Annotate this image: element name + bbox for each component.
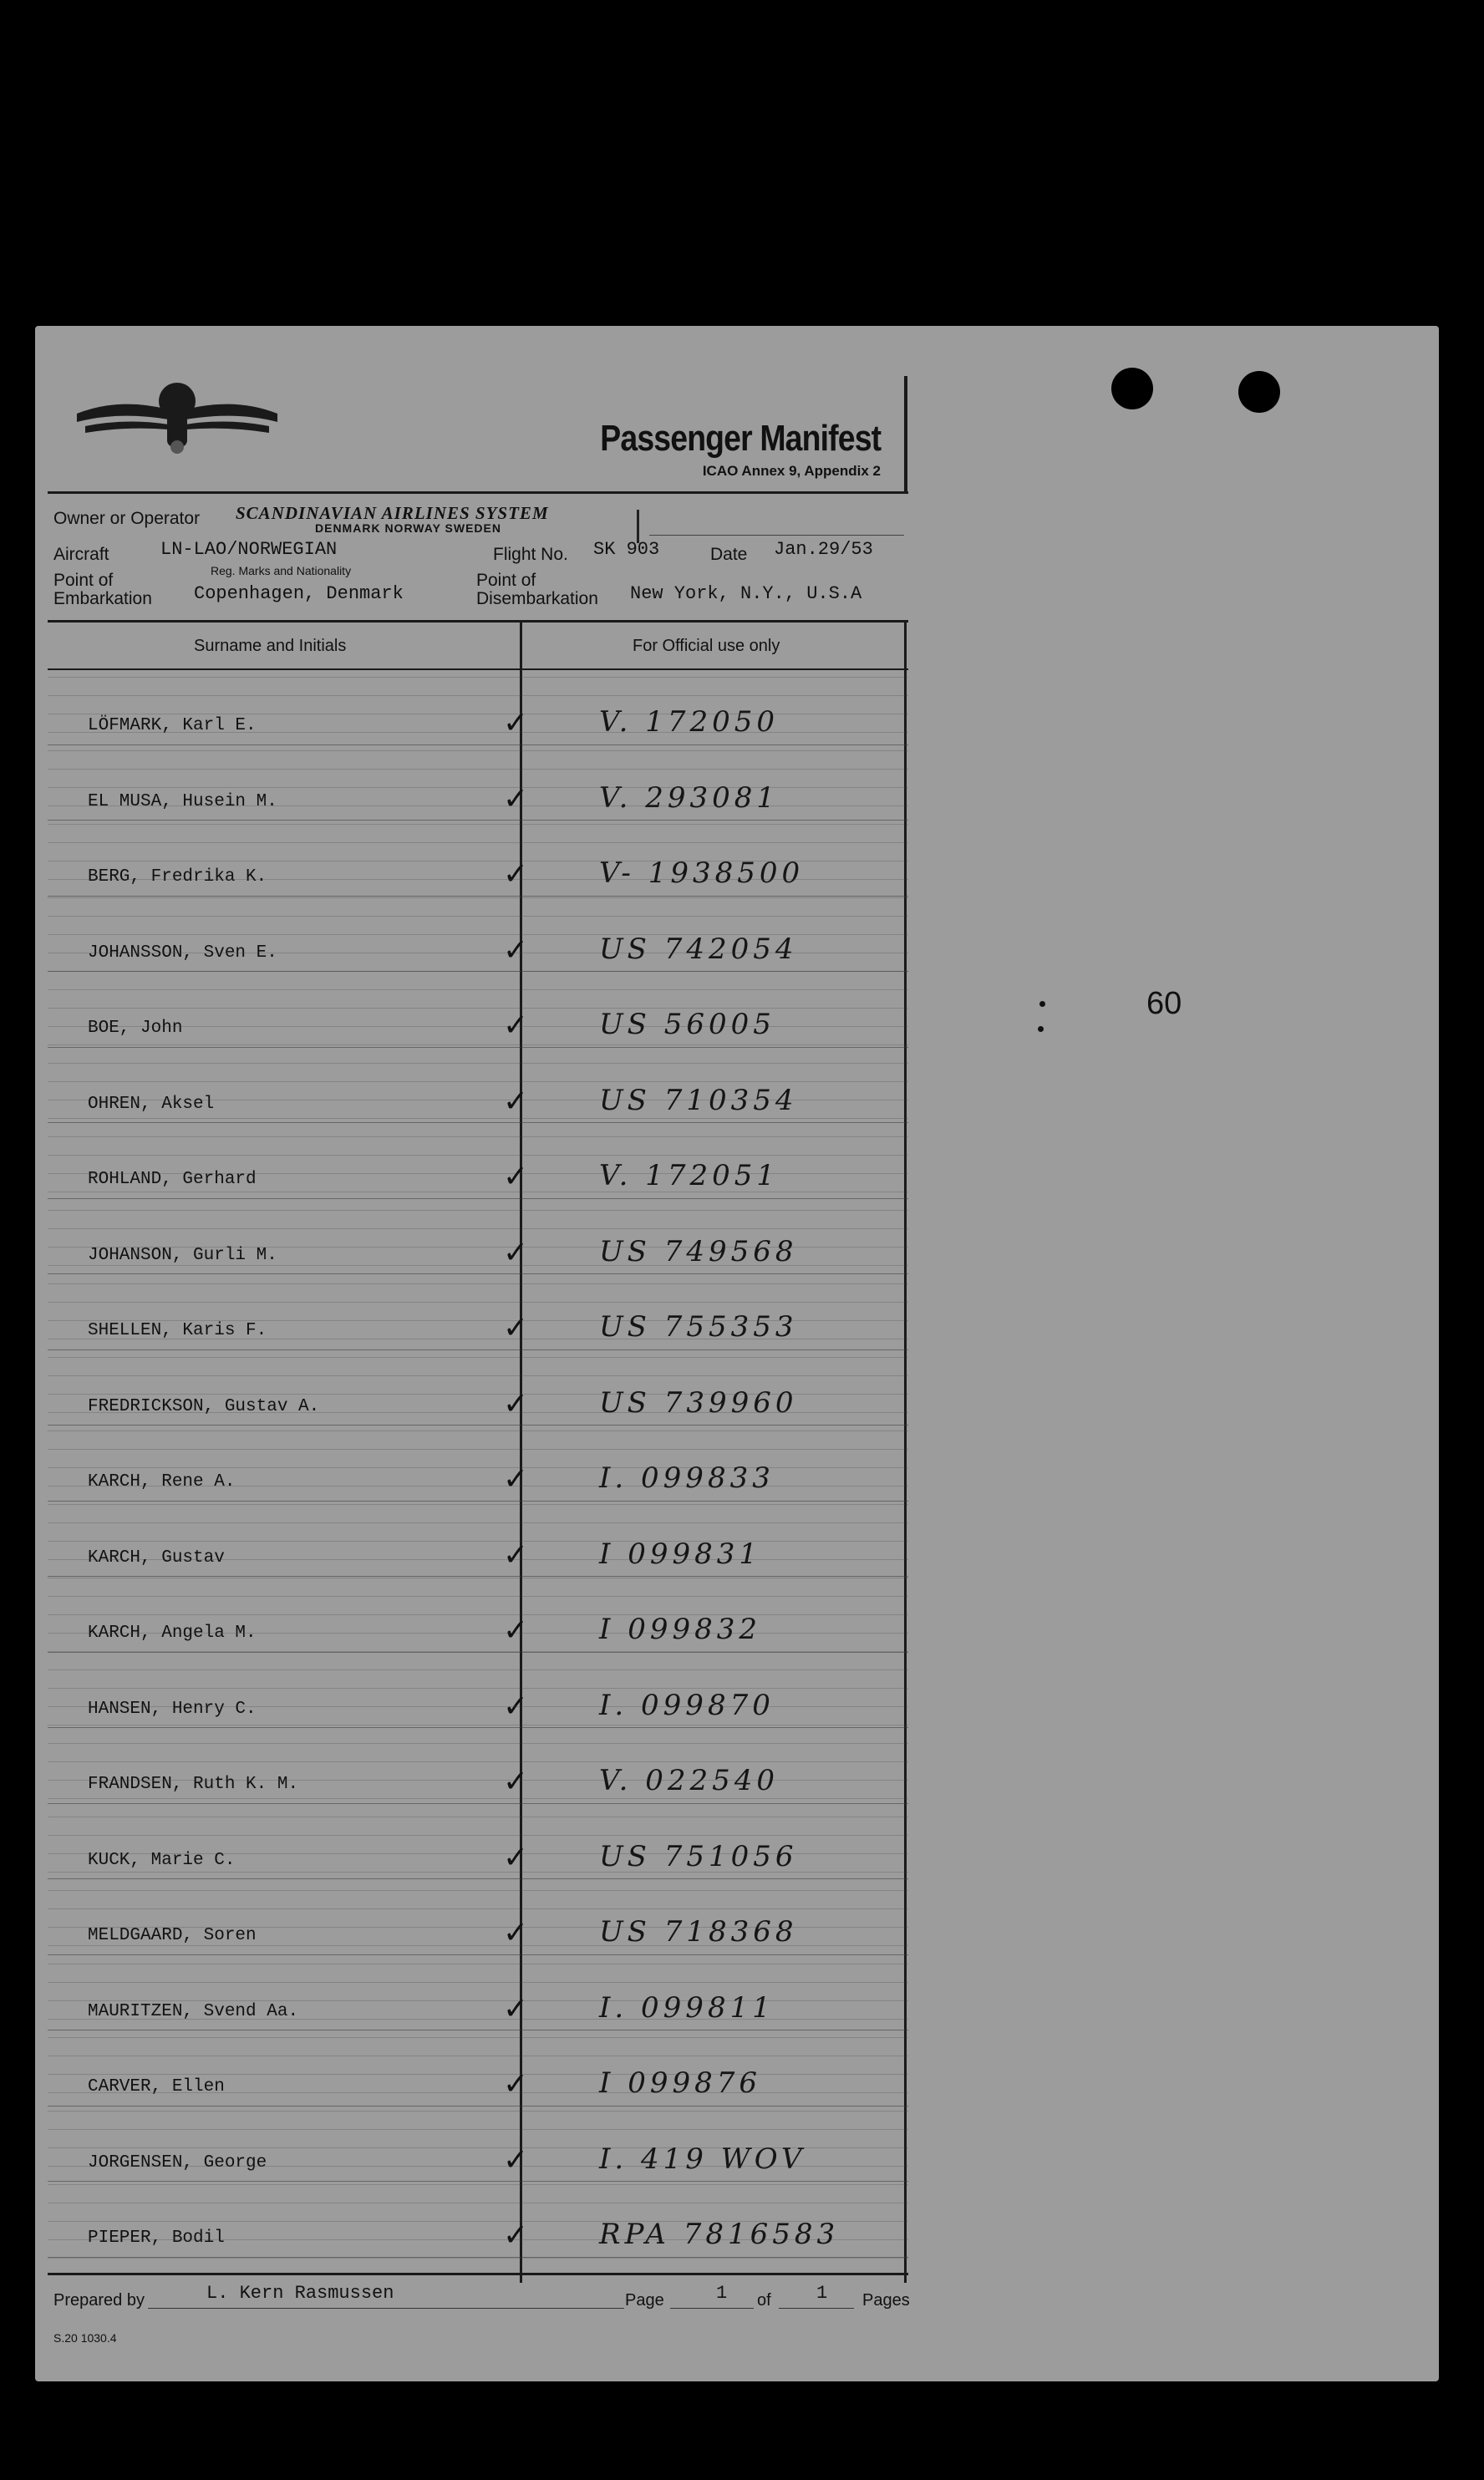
disembarkation-label-line1: Point of xyxy=(476,571,536,590)
owner-value: SCANDINAVIAN AIRLINES SYSTEM xyxy=(236,503,549,523)
row-ruling xyxy=(48,1122,908,1123)
table-row xyxy=(48,2107,908,2181)
form-ruling xyxy=(48,1522,908,1523)
official-use-entry: V. 172050 xyxy=(599,705,780,739)
official-use-entry: I. 099811 xyxy=(599,1990,775,2025)
date-label: Date xyxy=(710,545,748,564)
form-ruling xyxy=(48,1651,908,1652)
disembarkation-label-line2: Disembarkation xyxy=(476,589,598,608)
form-ruling xyxy=(48,1596,908,1597)
official-use-entry: US 718368 xyxy=(599,1915,798,1949)
aircraft-label: Aircraft xyxy=(53,545,109,564)
document-subtitle: ICAO Annex 9, Appendix 2 xyxy=(702,463,881,479)
table-row xyxy=(48,2183,908,2256)
form-ruling xyxy=(48,2147,908,2148)
form-ruling xyxy=(48,695,908,696)
row-ruling xyxy=(48,1878,908,1879)
checkmark: ✓ xyxy=(503,781,529,816)
airline-logo xyxy=(69,368,286,460)
form-ruling xyxy=(48,1706,908,1707)
date-value: Jan.29/53 xyxy=(774,539,873,560)
form-ruling xyxy=(48,1669,908,1670)
form-ruling xyxy=(48,2166,908,2167)
form-ruling xyxy=(48,879,908,880)
passenger-name: LÖFMARK, Karl E. xyxy=(88,716,257,735)
checkmark: ✓ xyxy=(503,1009,529,1043)
form-ruling xyxy=(48,2239,908,2240)
passenger-name: KARCH, Angela M. xyxy=(88,1624,257,1643)
official-use-entry: I. 099870 xyxy=(599,1688,775,1722)
form-ruling xyxy=(48,2019,908,2020)
owner-label: Owner or Operator xyxy=(53,509,201,528)
official-use-entry: US 749568 xyxy=(599,1234,798,1268)
punch-hole-right xyxy=(1238,371,1280,413)
official-use-entry: US 739960 xyxy=(599,1385,798,1420)
form-ruling xyxy=(48,2111,908,2112)
row-ruling xyxy=(48,1576,908,1577)
table-row xyxy=(48,1351,908,1425)
flight-value: SK 903 xyxy=(593,539,660,560)
row-ruling xyxy=(48,1047,908,1048)
form-ruling xyxy=(48,1743,908,1744)
row-ruling xyxy=(48,896,908,897)
official-use-entry: I. 099833 xyxy=(599,1461,775,1495)
checkmark: ✓ xyxy=(503,1235,529,1270)
form-ruling xyxy=(48,989,908,990)
form-ruling xyxy=(48,1853,908,1854)
form-ruling xyxy=(48,1982,908,1983)
flight-label: Flight No. xyxy=(493,545,568,564)
form-ruling xyxy=(48,1155,908,1156)
form-ruling xyxy=(48,1081,908,1082)
form-ruling xyxy=(48,1173,908,1174)
form-ruling xyxy=(48,1504,908,1505)
official-use-entry: I. 419 WOV xyxy=(599,2142,806,2176)
row-ruling xyxy=(48,1501,908,1502)
passenger-name: BERG, Fredrika K. xyxy=(88,867,267,887)
checkmark: ✓ xyxy=(503,1765,529,1799)
form-ruling xyxy=(48,842,908,843)
form-ruling xyxy=(48,1247,908,1248)
passenger-name: HANSEN, Henry C. xyxy=(88,1699,257,1719)
official-use-entry: US 751056 xyxy=(599,1839,798,1873)
row-ruling xyxy=(48,1198,908,1199)
pages-label: Pages xyxy=(862,2291,910,2310)
margin-note: 60 xyxy=(1146,986,1182,1021)
form-ruling xyxy=(48,1210,908,1211)
passenger-name: OHREN, Aksel xyxy=(88,1094,215,1114)
form-ruling xyxy=(48,1008,908,1009)
margin-mark-bottom xyxy=(1038,1026,1044,1032)
official-use-entry: I 099876 xyxy=(599,2066,762,2100)
form-ruling xyxy=(48,1228,908,1229)
passenger-name: SHELLEN, Karis F. xyxy=(88,1321,267,1340)
form-ruling xyxy=(48,1026,908,1027)
form-ruling xyxy=(48,1394,908,1395)
form-ruling xyxy=(48,787,908,788)
form-ruling xyxy=(48,1927,908,1928)
form-ruling xyxy=(48,1136,908,1137)
form-ruling xyxy=(48,1302,908,1303)
passenger-name: EL MUSA, Husein M. xyxy=(88,791,277,811)
form-ruling xyxy=(48,1283,908,1284)
form-ruling xyxy=(48,2221,908,2222)
manifest-form xyxy=(35,326,921,2381)
checkmark: ✓ xyxy=(503,1991,529,2026)
checkmark: ✓ xyxy=(503,1386,529,1421)
column-header-official-use: For Official use only xyxy=(633,637,780,655)
official-use-entry: V. 022540 xyxy=(599,1764,780,1797)
form-ruling xyxy=(48,1890,908,1891)
table-row xyxy=(48,1124,908,1197)
checkmark: ✓ xyxy=(503,1689,529,1724)
passenger-name: JOHANSSON, Sven E. xyxy=(88,943,277,963)
form-ruling xyxy=(48,916,908,917)
aircraft-value: LN-LAO/NORWEGIAN xyxy=(160,539,338,560)
form-ruling xyxy=(48,1688,908,1689)
embarkation-label-line1: Point of xyxy=(53,571,114,590)
passenger-name: PIEPER, Bodil xyxy=(88,2228,225,2248)
checkmark: ✓ xyxy=(503,857,529,892)
official-use-entry: V. 293081 xyxy=(599,780,780,815)
form-ruling xyxy=(48,2258,908,2259)
row-ruling xyxy=(48,2181,908,2182)
form-ruling xyxy=(48,1780,908,1781)
checkmark: ✓ xyxy=(503,933,529,968)
passenger-name: JOHANSON, Gurli M. xyxy=(88,1245,277,1265)
checkmark: ✓ xyxy=(503,2218,529,2253)
table-row xyxy=(48,973,908,1046)
passenger-name: MELDGAARD, Soren xyxy=(88,1926,257,1945)
form-ruling xyxy=(48,1449,908,1450)
form-ruling xyxy=(48,2092,908,2093)
table-row xyxy=(48,1805,908,1878)
page-label: Page xyxy=(625,2291,664,2310)
form-ruling xyxy=(48,2129,908,2130)
official-use-entry: I 099831 xyxy=(599,1537,762,1571)
official-use-entry: US 710354 xyxy=(599,1083,798,1117)
form-ruling xyxy=(48,1872,908,1873)
passenger-name: MAURITZEN, Svend Aa. xyxy=(88,2001,299,2021)
of-label: of xyxy=(757,2291,771,2310)
table-row xyxy=(48,1654,908,1727)
passenger-name: KARCH, Rene A. xyxy=(88,1472,236,1492)
form-ruling xyxy=(48,1357,908,1358)
official-use-entry: US 755353 xyxy=(599,1310,798,1344)
passenger-name: KUCK, Marie C. xyxy=(88,1850,236,1870)
form-ruling xyxy=(48,1559,908,1560)
form-ruling xyxy=(48,2184,908,2185)
checkmark: ✓ xyxy=(503,1916,529,1950)
form-ruling xyxy=(48,824,908,825)
table-row xyxy=(48,1049,908,1122)
form-ruling xyxy=(48,1412,908,1413)
table-row xyxy=(48,1275,908,1349)
form-ruling xyxy=(48,1541,908,1542)
row-ruling xyxy=(48,1273,908,1274)
row-ruling xyxy=(48,1803,908,1804)
passenger-name: FREDRICKSON, Gustav A. xyxy=(88,1396,320,1416)
form-ruling xyxy=(48,1063,908,1064)
official-use-entry: I 099832 xyxy=(599,1613,762,1646)
column-header-surname: Surname and Initials xyxy=(194,637,347,655)
form-ruling xyxy=(48,1761,908,1762)
checkmark: ✓ xyxy=(503,1840,529,1875)
form-ruling xyxy=(48,1467,908,1468)
form-ruling xyxy=(48,1633,908,1634)
aircraft-caption: Reg. Marks and Nationality xyxy=(211,564,352,577)
checkmark: ✓ xyxy=(503,1084,529,1119)
passenger-name: KARCH, Gustav xyxy=(88,1547,225,1568)
passenger-name: ROHLAND, Gerhard xyxy=(88,1170,257,1189)
checkmark: ✓ xyxy=(503,2142,529,2178)
punch-hole-left xyxy=(1111,368,1153,409)
manifest-sheet xyxy=(35,326,1439,2381)
form-ruling xyxy=(48,1908,908,1909)
form-ruling xyxy=(48,934,908,935)
checkmark: ✓ xyxy=(503,2067,529,2101)
form-ruling xyxy=(48,897,908,898)
official-use-entry: V- 1938500 xyxy=(599,856,805,890)
checkmark: ✓ xyxy=(503,1160,529,1194)
embarkation-label-line2: Embarkation xyxy=(53,589,152,608)
checkmark: ✓ xyxy=(503,1311,529,1345)
disembarkation-value: New York, N.Y., U.S.A xyxy=(630,583,862,604)
form-ruling xyxy=(48,2037,908,2038)
form-number: S.20 1030.4 xyxy=(53,2331,117,2345)
form-ruling xyxy=(48,677,908,678)
official-use-entry: RPA 7816583 xyxy=(599,2218,840,2251)
row-ruling xyxy=(48,1727,908,1728)
form-ruling xyxy=(48,1118,908,1119)
form-ruling xyxy=(48,1835,908,1836)
form-ruling xyxy=(48,1320,908,1321)
checkmark: ✓ xyxy=(503,1537,529,1573)
checkmark: ✓ xyxy=(503,1614,529,1648)
passenger-name: JORGENSEN, George xyxy=(88,2152,267,2173)
table-row xyxy=(48,1502,908,1576)
form-ruling xyxy=(48,2000,908,2001)
passenger-name: CARVER, Ellen xyxy=(88,2077,225,2096)
form-ruling xyxy=(48,1945,908,1946)
form-ruling xyxy=(48,769,908,770)
passenger-name: BOE, John xyxy=(88,1019,183,1038)
margin-mark-top xyxy=(1039,1001,1045,1007)
table-row xyxy=(48,746,908,820)
owner-countries: DENMARK NORWAY SWEDEN xyxy=(315,521,501,535)
prepared-by-value: L. Kern Rasmussen xyxy=(206,2283,394,2304)
form-ruling xyxy=(48,1265,908,1266)
row-ruling xyxy=(48,1954,908,1955)
table-row xyxy=(48,1729,908,1802)
form-ruling xyxy=(48,732,908,733)
table-row xyxy=(48,1426,908,1500)
form-ruling xyxy=(48,2074,908,2075)
form-ruling xyxy=(48,750,908,751)
row-ruling xyxy=(48,1349,908,1350)
form-ruling xyxy=(48,1614,908,1615)
table-row xyxy=(48,821,908,895)
row-ruling xyxy=(48,820,908,821)
page-number: 1 xyxy=(716,2283,728,2304)
checkmark: ✓ xyxy=(503,1462,529,1497)
official-use-entry: US 56005 xyxy=(599,1008,775,1041)
official-use-entry: V. 172051 xyxy=(599,1159,780,1192)
passenger-name: FRANDSEN, Ruth K. M. xyxy=(88,1775,299,1794)
table-row xyxy=(48,2031,908,2105)
document-title: Passenger Manifest xyxy=(600,418,881,459)
form-ruling xyxy=(48,1044,908,1045)
checkmark: ✓ xyxy=(503,706,529,740)
table-row xyxy=(48,1880,908,1954)
embarkation-value: Copenhagen, Denmark xyxy=(194,583,404,604)
prepared-by-label: Prepared by xyxy=(53,2291,145,2310)
form-ruling xyxy=(48,805,908,806)
form-ruling xyxy=(48,1375,908,1376)
form-ruling xyxy=(48,1798,908,1799)
official-use-entry: US 742054 xyxy=(599,932,798,966)
form-ruling xyxy=(48,971,908,972)
page-total: 1 xyxy=(816,2283,828,2304)
